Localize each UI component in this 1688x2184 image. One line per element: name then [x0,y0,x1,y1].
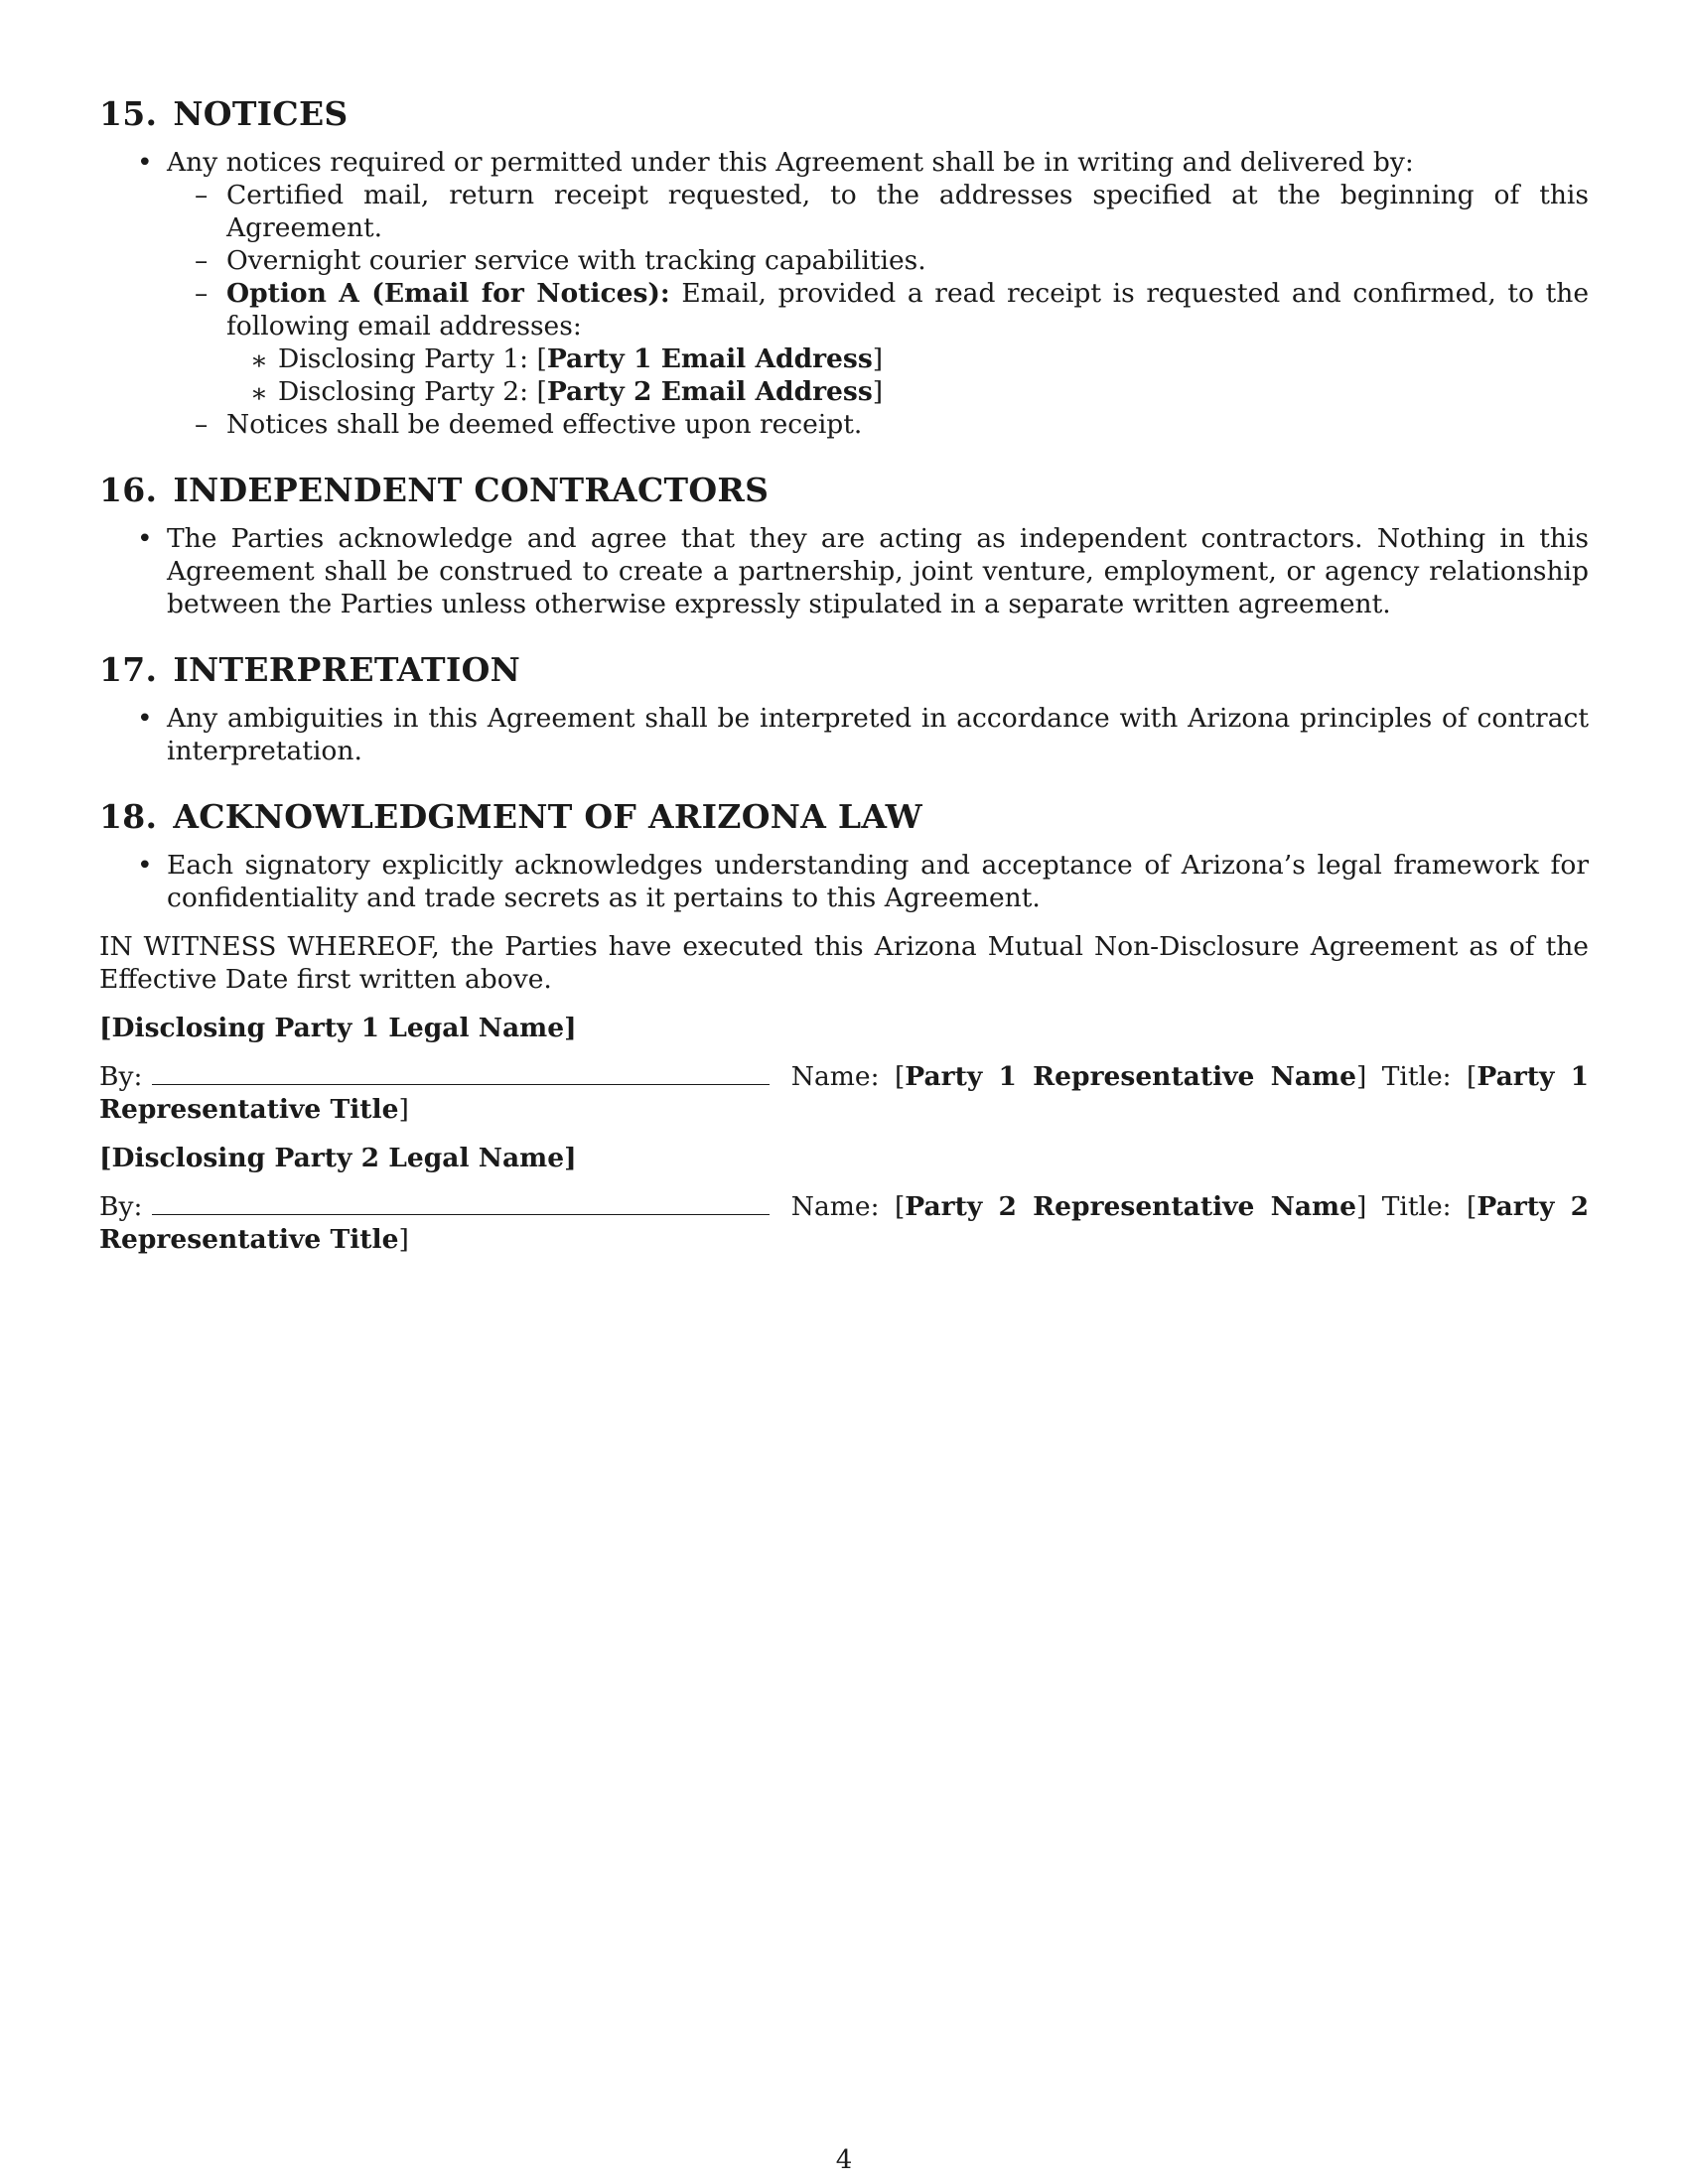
document-page [99,94,1589,1272]
email-placeholder: Party 1 Email Address [546,343,873,374]
list-item: – Notices shall be deemed effective upon receipt. [195,409,863,440]
section-acknowledgment [99,797,1589,914]
list-item: • Each signatory explicitly acknowledges understanding and acceptance of Arizona’s legal framework for confidentiality and trade secrets as it pertains to this Agreement. [137,850,1589,913]
section-heading: 18. ACKNOWLEDGMENT OF ARIZONA LAW [99,797,923,836]
dash-icon: – [195,245,209,276]
signature-block: By: Name: [Party 2 Representative Name] Title: [Party 2 Representative Title] [99,1191,1590,1255]
section-heading: 15. NOTICES [99,94,349,133]
dash-icon: – [195,278,209,309]
bullet-icon: • [137,147,153,178]
bullet-icon: • [137,523,153,554]
signature-line[interactable] [152,1060,770,1085]
bullet-icon: • [137,850,153,881]
list-item: ∗ Disclosing Party 1: [Party 1 Email Address] [250,343,884,376]
list-item: – Certified mail, return receipt requested, to the addresses specified at the beginning of this Agreement. [195,180,1589,243]
signature-line[interactable] [152,1190,770,1215]
bullet-icon: • [137,703,153,734]
party-name: [Disclosing Party 1 Legal Name] [99,1013,577,1043]
witness-clause: IN WITNESS WHEREOF, the Parties have executed this Arizona Mutual Non-Disclosure Agreement as of the Effective Date first written above. [99,931,1589,995]
asterisk-icon: ∗ [250,345,269,376]
list-item: • Any ambiguities in this Agreement shall be interpreted in accordance with Arizona principles of contract interpretation. [137,703,1589,766]
list-item: • Any notices required or permitted under this Agreement shall be in writing and delivered by: – Certified mail, return receipt requested, to the addresses specified at the beginning of this Agreement. – Overnight courier service with tracking capabilities. – Option A (Email for Notices): Email, provided a read receipt is requested and confirmed, to the following email addresses: ∗ Disclosing Party 1: [Party 1 Email Address] ∗ Disclosing Party 2: [Party 2 Email Address] – Notices shall be deemed effective upon receipt. [137,147,1590,440]
dash-icon: – [195,180,209,210]
party-name: [Disclosing Party 2 Legal Name] [99,1143,577,1173]
page-number: 4 [835,2145,853,2175]
list-item: – Overnight courier service with tracking capabilities. [195,245,926,276]
section-heading: 16. INDEPENDENT CONTRACTORS [99,471,770,509]
section-heading: 17. INTERPRETATION [99,650,521,689]
asterisk-icon: ∗ [250,378,269,409]
section-interpretation [99,650,1589,767]
list-item: • The Parties acknowledge and agree that they are acting as independent contractors. Nothing in this Agreement shall be construed to create a partnership, joint venture, employment, or agency relationship between the Parties unless otherwise expressly stipulated in a separate written agreement. [137,523,1589,619]
signature-block: By: Name: [Party 1 Representative Name] Title: [Party 1 Representative Title] [99,1061,1590,1125]
list-item: – Option A (Email for Notices): Email, provided a read receipt is requested and confirmed, to the following email addresses: ∗ Disclosing Party 1: [Party 1 Email Address] ∗ Disclosing Party 2: [Party 2 Email Address] [195,278,1590,409]
list-item: ∗ Disclosing Party 2: [Party 2 Email Address] [250,376,884,409]
option-label: Option A (Email for Notices): [226,278,670,309]
section-notices [99,94,1589,441]
section-independent-contractors [99,471,1589,620]
email-placeholder: Party 2 Email Address [546,376,873,407]
dash-icon: – [195,409,209,440]
